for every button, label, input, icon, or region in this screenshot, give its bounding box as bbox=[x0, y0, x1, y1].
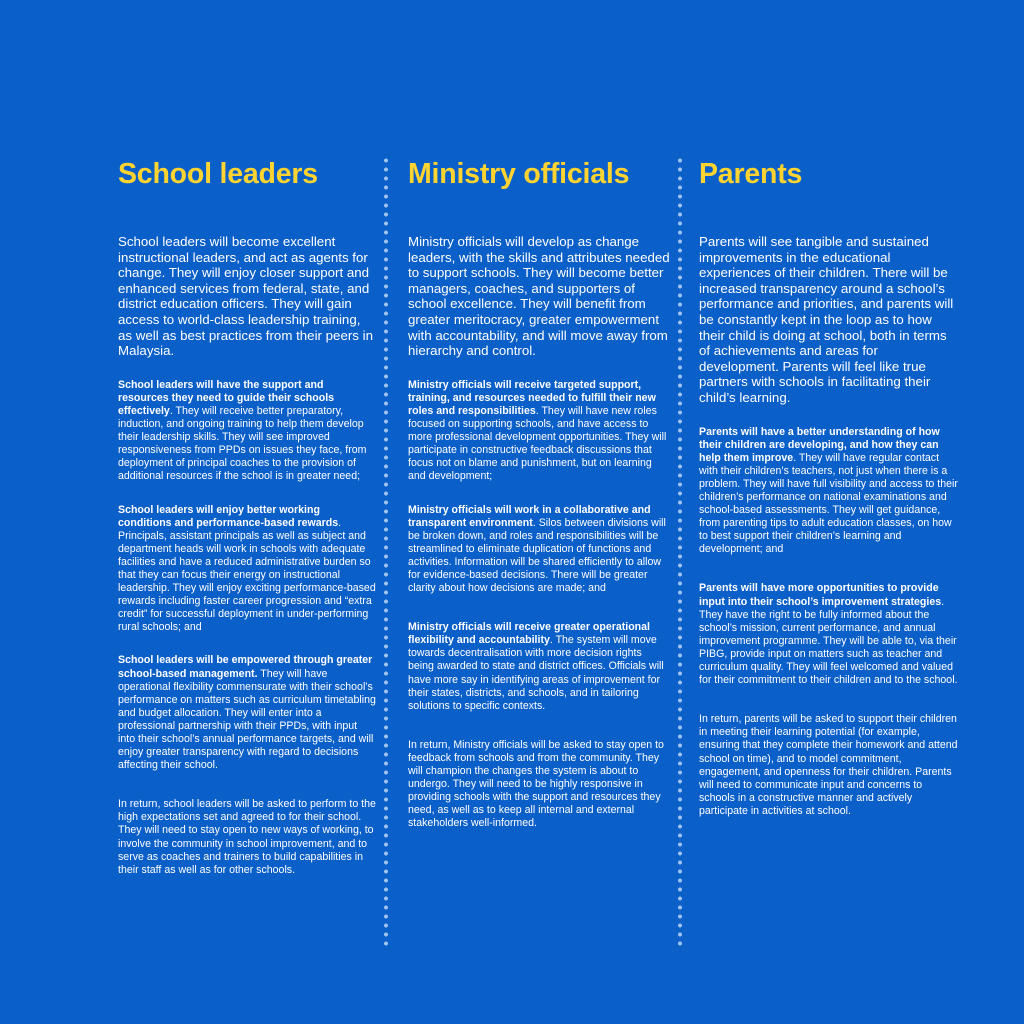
point-heading: Parents will have more opportunities to provide input into their school’s improvement strategies bbox=[699, 582, 942, 608]
point-heading: Ministry officials will work in a collaborative and transparent environment bbox=[408, 503, 651, 529]
point-heading: School leaders will enjoy better working conditions and performance-based rewards bbox=[118, 503, 339, 529]
point-text: . Silos between divisions will be broken down, and roles and responsibilities will be streamlined to eliminate duplication of functions and activities. Information will be shared efficiently to allow for evidence-based decisions. There will be greater clarity about how decisions are made; and bbox=[408, 516, 666, 595]
column-parents bbox=[699, 156, 959, 818]
point-text: . The system will move towards decentralisation with more decision rights being awarded to state and district offices. Officials will have more say in identifying areas of improvement for their states, districts, and schools, and in tailoring solutions to specific contexts. bbox=[408, 634, 664, 712]
column-school-leaders bbox=[118, 156, 376, 877]
column-title: Ministry officials bbox=[408, 158, 630, 190]
column-point bbox=[118, 379, 376, 484]
point-text: . Principals, assistant principals as well as subject and department heads will work in schools with adequate facilities and have a reduced administrative burden so that they can focus their energy on instructional leadership. They will enjoy exciting performance-based rewards including faster career progression and “extra credit” for successful deployment in under-performing rural schools; and bbox=[118, 516, 376, 634]
point-text: . They will have new roles focused on supporting schools, and have access to more professional development opportunities. They will participate in constructive feedback discussions that focus not on blame and punishment, but on learning and development; bbox=[408, 404, 667, 483]
point-text: . They have the right to be fully informed about the school’s mission, current performance, and annual improvement programme. They will be able to, via their PIBG, provide input on matters such as teacher and curriculum quality. They will feel welcomed and valued for their commitment to their children and to the school. bbox=[699, 595, 958, 687]
point-heading: School leaders will have the support and resources they need to guide their schools effectively bbox=[118, 378, 335, 417]
column-ministry-officials bbox=[408, 156, 670, 830]
column-closing: In return, school leaders will be asked to perform to the high expectations set and agreed to for their school. They will need to stay open to new ways of working, to involve the community in school improvement, and to serve as coaches and trainers to build capabilities in their staff as well as for other schools. bbox=[118, 798, 376, 876]
point-heading: Ministry officials will receive greater operational flexibility and accountability bbox=[408, 621, 650, 647]
column-point bbox=[699, 582, 959, 687]
column-intro: Ministry officials will develop as change leaders, with the skills and attributes needed to support schools. They will become better managers, coaches, and supporters of school excellence. They will benefit from greater meritocracy, greater empowerment with accountability, and will move away from hierarchy and control. bbox=[408, 234, 670, 359]
point-heading: Ministry officials will receive targeted support, training, and resources needed to fulfill their new roles and responsibilities bbox=[408, 378, 656, 417]
column-title: School leaders bbox=[118, 158, 318, 190]
column-point bbox=[408, 504, 670, 596]
point-text: . They will have regular contact with their children’s teachers, not just when there is a problem. They will have full visibility and access to their children’s performance on national examinations and school-based assessments. They will get guidance, from parenting tips to adult education classes, on how to best support their children’s learning and development; and bbox=[699, 451, 958, 556]
column-closing: In return, parents will be asked to support their children in meeting their learning potential (for example, ensuring that they complete their homework and attend school on time), and to model commitment, engagement, and openness for their children. Parents will need to communicate input and concerns to schools in a constructive manner and actively participate in activities at school. bbox=[699, 713, 958, 817]
point-heading: School leaders will be empowered through greater school-based management. bbox=[118, 654, 373, 680]
column-point bbox=[118, 654, 376, 772]
column-intro: Parents will see tangible and sustained improvements in the educational experiences of their children. There will be increased transparency around a school’s performance and priorities, and parents will be constantly kept in the loop as to how their child is doing at school, both in terms of achievements and areas for development. Parents will feel like true partners with schools in facilitating their child’s learning. bbox=[699, 234, 954, 405]
column-point bbox=[408, 379, 670, 484]
dotted-divider bbox=[677, 156, 683, 946]
column-closing: In return, Ministry officials will be asked to stay open to feedback from schools and from the community. They will champion the changes the system is about to undergo. They will need to be highly responsive in providing schools with the support and resources they need, as well as to keep all internal and external stakeholders well-informed. bbox=[408, 738, 664, 830]
dotted-divider bbox=[383, 156, 389, 946]
column-point bbox=[118, 504, 376, 635]
column-point bbox=[699, 426, 959, 557]
column-intro: School leaders will become excellent instructional leaders, and act as agents for change. They will enjoy closer support and enhanced services from federal, state, and district education officers. They will gain access to world-class leadership training, as well as best practices from their peers in Malaysia. bbox=[118, 234, 373, 359]
point-text: They will have operational flexibility commensurate with their school’s performance on matters such as curriculum timetabling and budget allocation. They will enter into a professional partnership with their PPDs, with input into their school’s annual performance targets, and will enjoy greater transparency with regard to decisions affecting their school. bbox=[118, 667, 376, 772]
column-point bbox=[408, 621, 670, 713]
point-text: . They will receive better preparatory, induction, and ongoing training to help them develop their leadership skills. They will see improved responsiveness from PPDs on issues they face, from deployment of principal coaches to the provision of additional resources if the school is in greater need; bbox=[118, 404, 367, 483]
point-heading: Parents will have a better understanding of how their children are developing, and how they can help them improve bbox=[699, 425, 940, 464]
column-title: Parents bbox=[699, 158, 803, 190]
